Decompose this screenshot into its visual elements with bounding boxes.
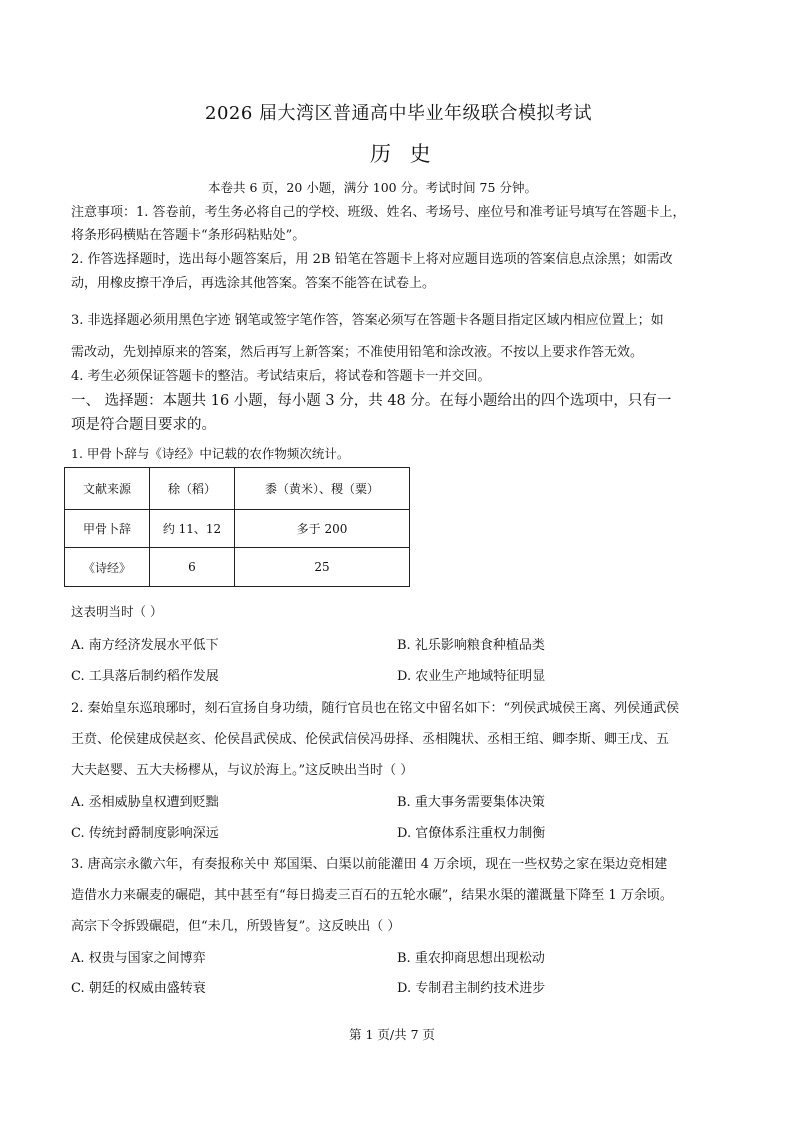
q2-option-c: C. 传统封爵制度影响深远 <box>71 826 219 841</box>
q2-line-1: 2. 秦始皇东巡琅琊时，刻石宣扬自身功绩，随行官员也在铭文中留名如下：“列侯武城侯王离、列侯通武侯 <box>71 701 680 716</box>
notice-line-6: 需改动，先划掉原来的答案，然后再写上新答案；不准使用铅笔和涂改液。不按以上要求作答无效。 <box>71 345 644 360</box>
notice-line-4: 动，用橡皮擦干净后，再选涂其他答案。答案不能答在试卷上。 <box>71 276 436 291</box>
q1-option-a: A. 南方经济发展水平低下 <box>71 638 219 653</box>
exam-title: 2026 届大湾区普通高中毕业年级联合模拟考试 <box>205 103 593 124</box>
notice-line-3: 2. 作答选择题时，选出每小题答案后，用 2B 铅笔在答题卡上将对应题目选项的答案信息点涂黑；如需改 <box>71 252 673 267</box>
q2-option-d: D. 官僚体系注重权力制衡 <box>397 826 546 841</box>
q3-option-d: D. 专制君主制约技术进步 <box>397 981 546 996</box>
q1-stem: 1. 甲骨卜辞与《诗经》中记载的农作物频次统计。 <box>71 446 350 461</box>
q3-option-b: B. 重农抑商思想出现松动 <box>397 951 545 966</box>
table-cell: 25 <box>235 548 410 587</box>
section-one-line-2: 项是符合题目要求的。 <box>71 417 216 433</box>
q2-option-b: B. 重大事务需要集体决策 <box>397 795 545 810</box>
section-one-line-1: 一、 选择题：本题共 16 小题，每小题 3 分，共 48 分。在每小题给出的四个选项中，只有一 <box>71 393 672 409</box>
q3-line-1: 3. 唐高宗永徽六年，有奏报称关中 郑国渠、白渠以前能灌田 4 万余顷，现在一些权势之家在渠边竞相建 <box>71 857 668 872</box>
q1-option-c: C. 工具落后制约稻作发展 <box>71 669 219 684</box>
table-header-cell: 文献来源 <box>65 468 150 510</box>
q3-option-c: C. 朝廷的权威由盛转衰 <box>71 981 206 996</box>
q3-line-3: 高宗下令拆毁碾硙，但“未几，所毁皆复”。这反映出（ ） <box>71 919 401 934</box>
table-row <box>65 510 410 548</box>
notice-line-5: 3. 非选择题必须用黑色字迹 钢笔或签字笔作答，答案必须写在答题卡各题目指定区域内相应位置上；如 <box>71 313 664 328</box>
q2-option-a: A. 丞相威胁皇权遭到贬黜 <box>71 795 219 810</box>
q2-line-2: 王贲、伦侯建成侯赵亥、伦侯昌武侯成、伦侯武信侯冯毋择、丞相隗状、丞相王绾、卿李斯、卿王戊、五 <box>71 732 670 747</box>
notice-line-2: 将条形码横贴在答题卡“条形码粘贴处”。 <box>71 228 306 243</box>
crop-frequency-table <box>64 467 410 587</box>
table-cell: 甲骨卜辞 <box>65 510 150 548</box>
q2-line-3: 大夫赵婴、五大夫杨樛从，与议於海上。”这反映出当时（ ） <box>71 763 414 778</box>
q1-question: 这表明当时（ ） <box>71 604 163 619</box>
notice-line-7: 4. 考生必须保证答题卡的整洁。考试结束后，将试卷和答题卡一并交回。 <box>71 369 491 384</box>
page-number: 第 1 页/共 7 页 <box>349 1027 436 1042</box>
exam-info: 本卷共 6 页，20 小题，满分 100 分。考试时间 75 分钟。 <box>208 180 537 195</box>
table-cell: 多于 200 <box>235 510 410 548</box>
q1-option-d: D. 农业生产地域特征明显 <box>397 669 546 684</box>
q3-line-2: 造借水力来碾麦的碾硙，其中甚至有“每日捣麦三百石的五轮水碾”，结果水渠的灌溉量下降至 1 万余顷。 <box>71 888 673 903</box>
table-cell: 6 <box>150 548 235 587</box>
q1-option-b: B. 礼乐影响粮食种植品类 <box>397 638 545 653</box>
table-header-row <box>65 468 410 510</box>
subject-title: 历 史 <box>370 142 437 166</box>
table-header-cell: 稌（稻） <box>150 468 235 510</box>
table-cell: 《诗经》 <box>65 548 150 587</box>
table-cell: 约 11、12 <box>150 510 235 548</box>
notice-line-1: 注意事项：1. 答卷前，考生务必将自己的学校、班级、姓名、考场号、座位号和准考证号填写在答题卡上， <box>71 205 686 220</box>
q3-option-a: A. 权贵与国家之间博弈 <box>71 951 206 966</box>
table-header-cell: 黍（黄米）、稷（粟） <box>235 468 410 510</box>
table-row <box>65 548 410 587</box>
